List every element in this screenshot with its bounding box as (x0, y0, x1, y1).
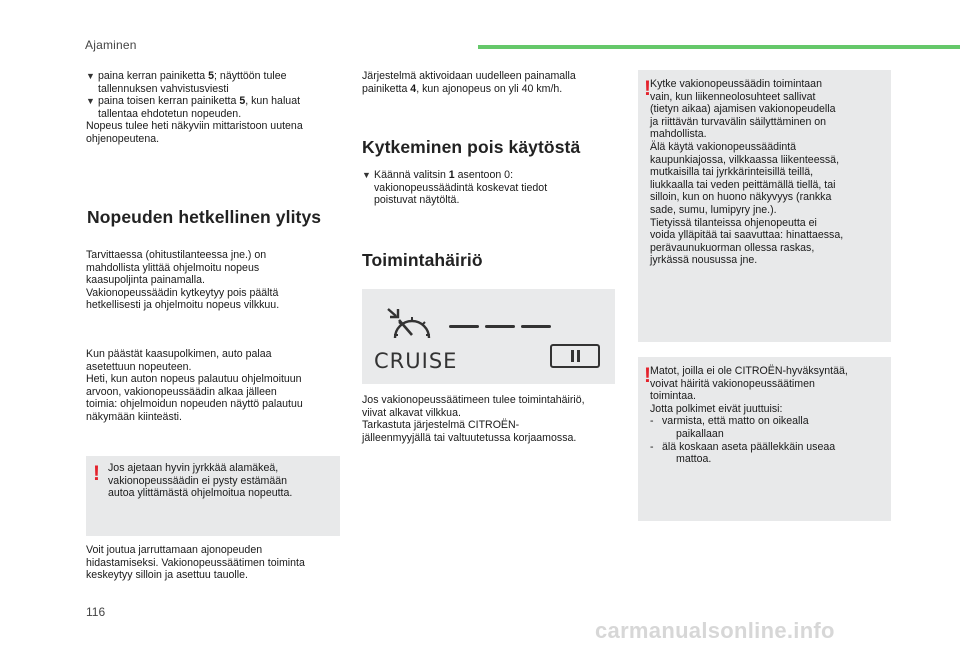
arrow-bullet-icon: ▼ (86, 96, 95, 107)
arrow-bullet-icon: ▼ (362, 170, 371, 180)
heading-nopeuden-ylitys: Nopeuden hetkellinen ylitys (87, 207, 322, 227)
list-item: ▼ paina toisen kerran painiketta 5, kun haluat tallentaa ehdotetun nopeuden. (86, 95, 301, 120)
cruise-display-illustration (362, 289, 615, 384)
heading-kytkeminen-pois: Kytkeminen pois käytöstä (362, 137, 581, 157)
watermark: carmanualsonline.info (595, 618, 835, 643)
list-item: ▼ paina kerran painiketta 5; näyttöön tulee tallennuksen vahvistusviesti (86, 70, 287, 95)
list-item: ▼ Käännä valitsin 1 asentoon 0: vakionopeussäädintä koskevat tiedot poistuvat näytöltä. (362, 169, 548, 207)
warning-exclamation-icon: ! (644, 77, 651, 100)
paragraph: Jos vakionopeussäätimeen tulee toimintahäiriö, viivat alkavat vilkkua. Tarkastuta järjestelmä CITROËN- jälleenmyyjällä tai valtuutetussa korjaamossa. (362, 394, 585, 444)
paragraph: Järjestelmä aktivoidaan uudelleen painamalla painiketta 4, kun ajonopeus on yli 40 km/h. (362, 70, 576, 95)
paragraph: Nopeus tulee heti näkyviin mittaristoon uutena ohjenopeutena. (86, 120, 303, 145)
paragraph: Tarvittaessa (ohitustilanteessa jne.) on mahdollista ylittää ohjelmoitu nopeus kaasupoljinta painamalla. Vakionopeussäädin kytkeytyy pois päältä hetkellisesti ja ohjelmoitu nopeus vilkkuu. (86, 249, 280, 312)
warning-box: ! Jos ajetaan hyvin jyrkkää alamäkeä, vakionopeussäädin ei pysty estämään autoa ylittämästä ohjelmoitua nopeutta. (86, 456, 340, 536)
warning-exclamation-icon: ! (93, 462, 100, 485)
speedometer-icon (386, 306, 436, 344)
section-title: Ajaminen (85, 38, 137, 52)
warning-box: ! Matot, joilla ei ole CITROËN-hyväksyntää, voivat häiritä vakionopeussäätimen toimintaa. Jotta polkimet eivät juuttuisi: - varmista, että matto on oikealla paikallaan - älä koskaan aseta päällekkäin useaa mattoa. (638, 357, 891, 521)
paragraph: Voit joutua jarruttamaan ajonopeuden hidastamiseksi. Vakionopeussäätimen toiminta keskeytyy silloin ja asettuu tauolle. (86, 544, 305, 582)
warning-exclamation-icon: ! (644, 364, 651, 387)
arrow-bullet-icon: ▼ (86, 71, 95, 81)
list-item: - varmista, että matto on oikealla (650, 415, 809, 428)
speed-dash (449, 325, 479, 328)
warning-box: ! Kytke vakionopeussäädin toimintaan vain, kun liikenneolosuhteet sallivat (tietyn aikaa) ajamisen vakionopeudella ja riittävän turvavälin säilyttäminen on mahdollista. Älä käytä vakionopeussäädintä kaupunkiajossa, vilkkaassa liikenteessä, mutkaisilla tai jyrkkärinteisillä teillä, liukkaalla tai veden peittämällä tiellä, tai silloin, kun on huono näkyvyys (rankka sade, sumu, lumipyry jne.). Tietyissä tilanteissa ohjenopeutta ei voida ylläpitää tai saavuttaa: hinattaessa, perävaunukuorman ollessa raskas, jyrkässä nousussa jne. (638, 70, 891, 342)
list-item: - älä koskaan aseta päällekkäin useaa (650, 440, 836, 453)
column-1-intro (86, 70, 348, 146)
page-number: 116 (86, 605, 106, 619)
cruise-label: CRUISE (374, 349, 458, 373)
section-accent-bar (478, 45, 960, 49)
paragraph: Kun päästät kaasupolkimen, auto palaa asetettuun nopeuteen. Heti, kun auton nopeus palautuu ohjelmoituun arvoon, vakionopeussäädin alkaa jälleen toimia: ohjelmoidun nopeuden näyttö palautuu näkymään kiinteästi. (86, 348, 303, 423)
pause-icon (550, 344, 600, 368)
speed-dash (485, 325, 515, 328)
heading-toimintahairio: Toimintahäiriö (362, 250, 483, 270)
speed-dash (521, 325, 551, 328)
